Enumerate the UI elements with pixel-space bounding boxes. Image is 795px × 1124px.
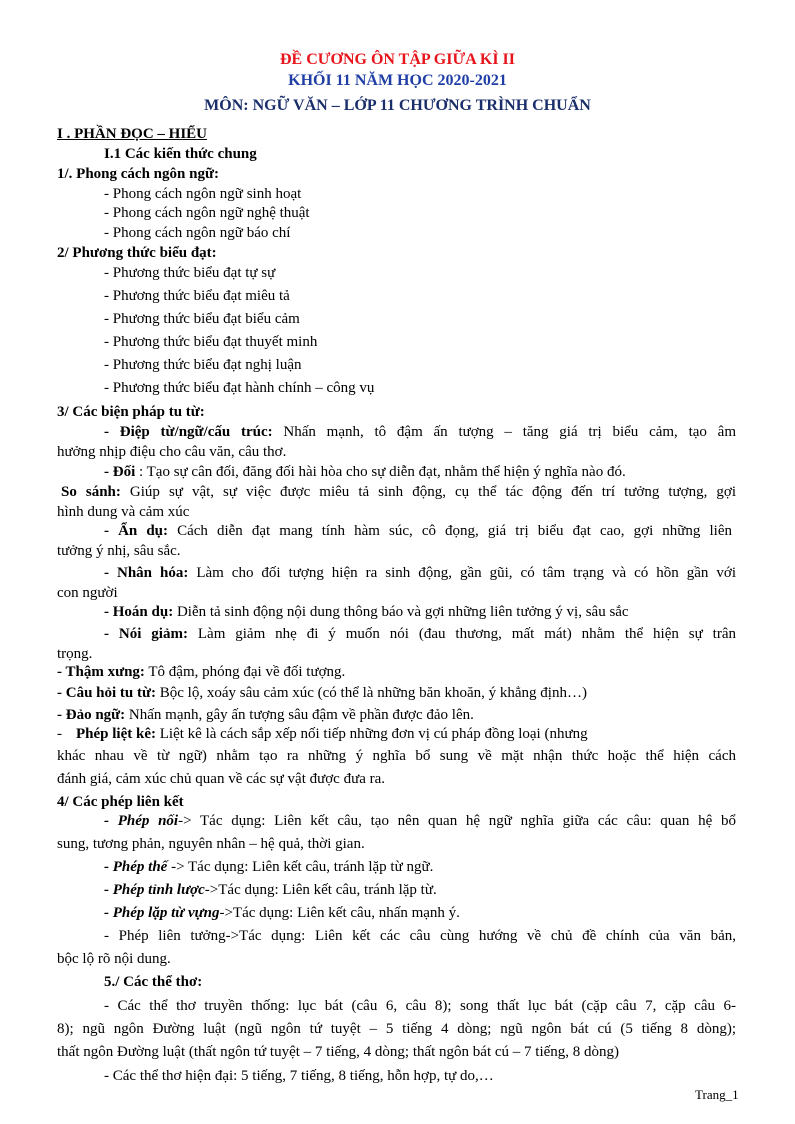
term-label: - Đảo ngữ: xyxy=(57,707,126,723)
term-label: - Phép lặp từ vựng xyxy=(104,905,220,921)
paragraph-line: - Các thể thơ hiện đại: 5 tiếng, 7 tiếng, 8 tiếng, hỗn hợp, tự do,… xyxy=(104,1068,494,1084)
paragraph-cau-hoi-tu-tu: - Câu hỏi tu từ: Bộc lộ, xoáy sâu cảm xúc (có thể là những băn khoăn, ý khẳng định…) xyxy=(57,685,587,701)
paragraph-line: - Các thể thơ truyền thống: lục bát (câu 6, câu 8); song thất lục bát (cặp câu 7, cặp câu 6- xyxy=(104,998,736,1014)
paragraph-line: con người xyxy=(57,585,118,601)
document-subject: MÔN: NGỮ VĂN – LỚP 11 CHƯƠNG TRÌNH CHUẨN xyxy=(204,97,591,114)
paragraph-nhan-hoa: - Nhân hóa: Làm cho đối tượng hiện ra sinh động, gần gũi, có tâm trạng và có hồn gần với xyxy=(104,565,736,581)
paragraph-line: đánh giá, cảm xúc chủ quan về các sự vật được đưa ra. xyxy=(57,771,386,787)
paragraph-phep-the: - Phép thế -> Tác dụng: Liên kết câu, tránh lặp từ ngữ. xyxy=(104,859,434,875)
topic-heading-3: 3/ Các biện pháp tu từ: xyxy=(57,404,205,420)
term-label: - Đối xyxy=(104,464,136,480)
paragraph-phep-lien-tuong: - Phép liên tưởng->Tác dụng: Liên kết các câu cùng hướng về chủ đề chính của văn bản, xyxy=(104,928,736,944)
term-label: - Thậm xưng: xyxy=(57,664,145,680)
paragraph-line: hình dung và cảm xúc xyxy=(57,504,190,520)
term-label: - Phép nối xyxy=(104,813,179,829)
paragraph-tham-xung: - Thậm xưng: Tô đậm, phóng đại về đối tượng. xyxy=(57,664,346,680)
paragraph-liet-ke: - Phép liệt kê: Liệt kê là cách sắp xếp nối tiếp những đơn vị cú pháp đồng loại (nhưng xyxy=(57,726,588,742)
document-subtitle: KHỐI 11 NĂM HỌC 2020-2021 xyxy=(288,72,507,89)
paragraph-line: bộc lộ rõ nội dung. xyxy=(57,951,171,967)
list-item: - Phong cách ngôn ngữ sinh hoạt xyxy=(104,186,302,202)
topic-heading-4: 4/ Các phép liên kết xyxy=(57,794,184,810)
section-heading: I . PHẦN ĐỌC – HIỂU xyxy=(57,126,208,142)
paragraph-line: hưởng nhịp điệu cho câu văn, câu thơ. xyxy=(57,444,287,460)
paragraph-phep-tinh-luoc: - Phép tỉnh lược->Tác dụng: Liên kết câu, tránh lặp từ. xyxy=(104,882,437,898)
paragraph-line: thất ngôn Đường luật (thất ngôn tứ tuyệt – 7 tiếng, 4 dòng; thất ngôn bát cú – 7 tiếng, 8 dòng) xyxy=(57,1044,620,1060)
term-label: So sánh: xyxy=(61,484,121,500)
list-item: - Phương thức biểu đạt miêu tả xyxy=(104,288,290,304)
paragraph-line: 8); ngũ ngôn Đường luật (ngũ ngôn tứ tuyệt – 5 tiếng 4 dòng; ngũ ngôn bát cú (5 tiếng 8 dòng); xyxy=(57,1021,736,1037)
term-label: Phép liệt kê: xyxy=(76,726,156,742)
term-label: - Nhân hóa: xyxy=(104,565,189,581)
paragraph-line: tưởng ý nhị, sâu sắc. xyxy=(57,543,181,559)
paragraph-phep-lap: - Phép lặp từ vựng->Tác dụng: Liên kết câu, nhấn mạnh ý. xyxy=(104,905,460,921)
term-label: - Phép tỉnh lược xyxy=(104,882,205,898)
list-item: - Phong cách ngôn ngữ báo chí xyxy=(104,225,291,241)
paragraph-an-du: - Ẩn dụ: Cách diễn đạt mang tính hàm súc, cô đọng, giá trị biểu đạt cao, gợi những liên xyxy=(104,523,733,539)
page-number: Trang_1 xyxy=(695,1087,739,1102)
paragraph-doi: - Đối : Tạo sự cân đối, đăng đối hài hòa cho sự diễn đạt, nhằm thể hiện ý nghĩa nào đó. xyxy=(104,464,626,480)
list-item: - Phương thức biểu đạt tự sự xyxy=(104,265,276,281)
list-item: - Phương thức biểu đạt hành chính – công vụ xyxy=(104,380,375,396)
list-item: - Phương thức biểu đạt nghị luận xyxy=(104,357,302,373)
subsection-heading: I.1 Các kiến thức chung xyxy=(104,146,257,162)
paragraph-dao-ngu: - Đảo ngữ: Nhấn mạnh, gây ấn tượng sâu đậm về phần được đảo lên. xyxy=(57,707,474,723)
paragraph-line: trọng. xyxy=(57,646,93,662)
term-label: - Phép thế xyxy=(104,859,168,875)
term-label: - Câu hỏi tu từ: xyxy=(57,685,157,701)
term-label: - Nói giảm: xyxy=(104,626,188,642)
list-item: - Phương thức biểu đạt biểu cảm xyxy=(104,311,300,327)
paragraph-line: sung, tương phản, nguyên nhân – hệ quả, thời gian. xyxy=(57,836,365,852)
term-label: - Hoán dụ: xyxy=(104,604,174,620)
term-label: - Điệp từ/ngữ/cấu trúc: xyxy=(104,424,273,440)
document-title: ĐỀ CƯƠNG ÔN TẬP GIỮA KÌ II xyxy=(280,51,515,68)
term-label: - Ẩn dụ: xyxy=(104,523,169,539)
paragraph-hoan-du: - Hoán dụ: Diễn tả sinh động nội dung thông báo và gợi những liên tưởng ý vị, sâu sắc xyxy=(104,604,629,620)
paragraph-noi-giam: - Nói giảm: Làm giảm nhẹ đi ý muốn nói (đau thương, mất mát) nhằm thể hiện sự trân xyxy=(104,626,736,642)
paragraph-diep-ngu: - Điệp từ/ngữ/cấu trúc: Nhấn mạnh, tô đậm ấn tượng – tăng giá trị biểu cảm, tạo âm xyxy=(104,424,736,440)
topic-heading-5: 5./ Các thể thơ: xyxy=(104,974,203,990)
topic-heading-1: 1/. Phong cách ngôn ngữ: xyxy=(57,166,219,182)
paragraph-so-sanh: So sánh: Giúp sự vật, sự việc được miêu tả sinh động, cụ thể tác động đến trí tưởng tượng, gợi xyxy=(61,484,736,500)
paragraph-phep-noi: - Phép nối-> Tác dụng: Liên kết câu, tạo nên quan hệ ngữ nghĩa giữa các câu: quan hệ bổ xyxy=(104,813,737,829)
list-item: - Phong cách ngôn ngữ nghệ thuật xyxy=(104,205,310,221)
topic-heading-2: 2/ Phương thức biểu đạt: xyxy=(57,245,217,261)
list-item: - Phương thức biểu đạt thuyết minh xyxy=(104,334,318,350)
paragraph-line: khác nhau về từ ngữ) nhằm tạo ra những ý nghĩa bổ sung về mặt nhận thức hoặc thể hiện cách xyxy=(57,748,736,764)
